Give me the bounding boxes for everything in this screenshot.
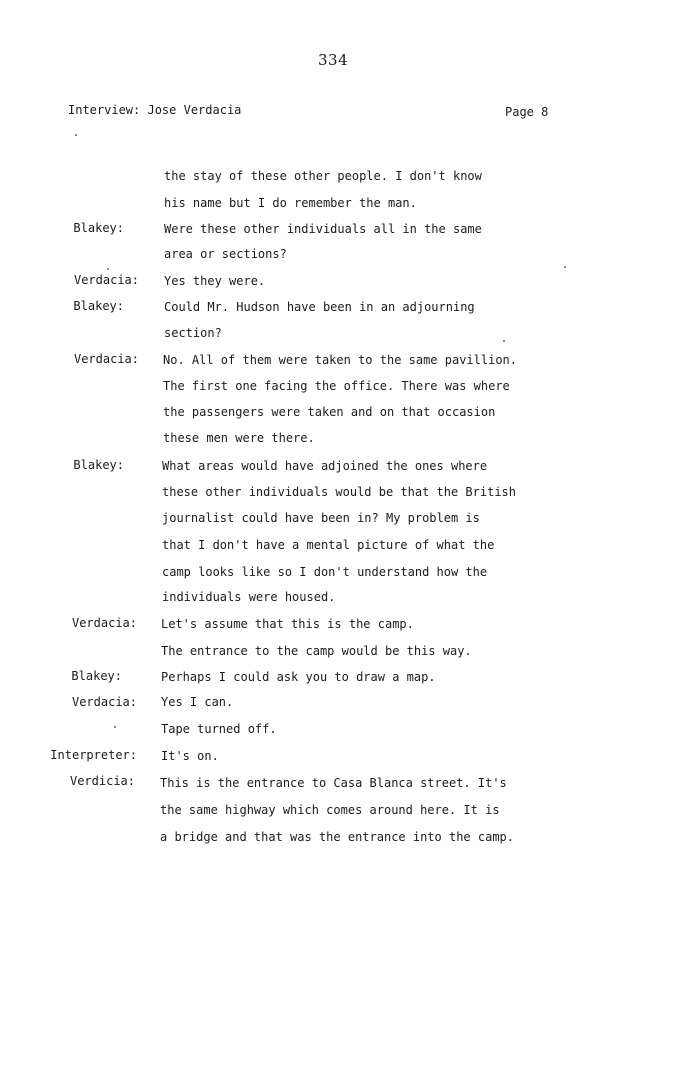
dialogue-line: The first one facing the office. There was where bbox=[163, 379, 510, 393]
dialogue-line: No. All of them were taken to the same pavillion. bbox=[163, 353, 518, 367]
dialogue-line: that I don't have a mental picture of what the bbox=[162, 538, 495, 552]
dialogue-line: section? bbox=[164, 326, 222, 340]
scan-speck bbox=[564, 266, 566, 268]
scan-speck bbox=[114, 726, 116, 728]
scan-speck bbox=[503, 340, 505, 342]
speaker-label: Verdacia: bbox=[73, 273, 139, 287]
dialogue-line: What areas would have adjoined the ones where bbox=[162, 459, 488, 473]
dialogue-line: Yes I can. bbox=[161, 695, 234, 709]
page-number: 334 bbox=[318, 51, 349, 69]
dialogue-line: Could Mr. Hudson have been in an adjourning bbox=[164, 300, 475, 314]
dialogue-line: area or sections? bbox=[164, 247, 287, 261]
dialogue-line: these other individuals would be that the British bbox=[162, 485, 517, 499]
speaker-label: Blakey: bbox=[73, 221, 124, 235]
dialogue-line: Yes they were. bbox=[164, 274, 266, 288]
interview-title: Interview: Jose Verdacia bbox=[68, 103, 242, 117]
speaker-label: Blakey: bbox=[71, 669, 122, 683]
dialogue-line: Let's assume that this is the camp. bbox=[161, 617, 414, 631]
dialogue-line: his name but I do remember the man. bbox=[164, 196, 417, 210]
dialogue-line: Tape turned off. bbox=[161, 722, 277, 736]
speaker-label: Verdacia: bbox=[71, 616, 137, 630]
dialogue-line: camp looks like so I don't understand how the bbox=[162, 565, 488, 579]
scan-speck bbox=[75, 134, 77, 136]
dialogue-line: Were these other individuals all in the same bbox=[164, 222, 482, 236]
dialogue-line: individuals were housed. bbox=[162, 590, 336, 604]
speaker-label: Verdacia: bbox=[73, 352, 139, 366]
speaker-label: Verdicia: bbox=[69, 774, 135, 788]
speaker-label: Verdacia: bbox=[71, 695, 137, 709]
dialogue-line: these men were there. bbox=[163, 431, 315, 445]
dialogue-line: journalist could have been in? My problem is bbox=[162, 511, 480, 525]
speaker-label: Interpreter: bbox=[50, 748, 137, 762]
dialogue-line: the same highway which comes around here. It is bbox=[160, 803, 500, 817]
speaker-label: Blakey: bbox=[73, 299, 124, 313]
dialogue-line: It's on. bbox=[161, 749, 219, 763]
dialogue-line: This is the entrance to Casa Blanca street. It's bbox=[160, 776, 507, 790]
dialogue-line: The entrance to the camp would be this way. bbox=[161, 644, 472, 658]
dialogue-line: Perhaps I could ask you to draw a map. bbox=[161, 670, 436, 684]
dialogue-line: a bridge and that was the entrance into the camp. bbox=[160, 830, 515, 844]
dialogue-line: the passengers were taken and on that occasion bbox=[163, 405, 496, 419]
speaker-label: Blakey: bbox=[73, 458, 124, 472]
page-label: Page 8 bbox=[505, 105, 549, 119]
scan-speck bbox=[107, 268, 109, 270]
dialogue-line: the stay of these other people. I don't know bbox=[164, 169, 482, 183]
